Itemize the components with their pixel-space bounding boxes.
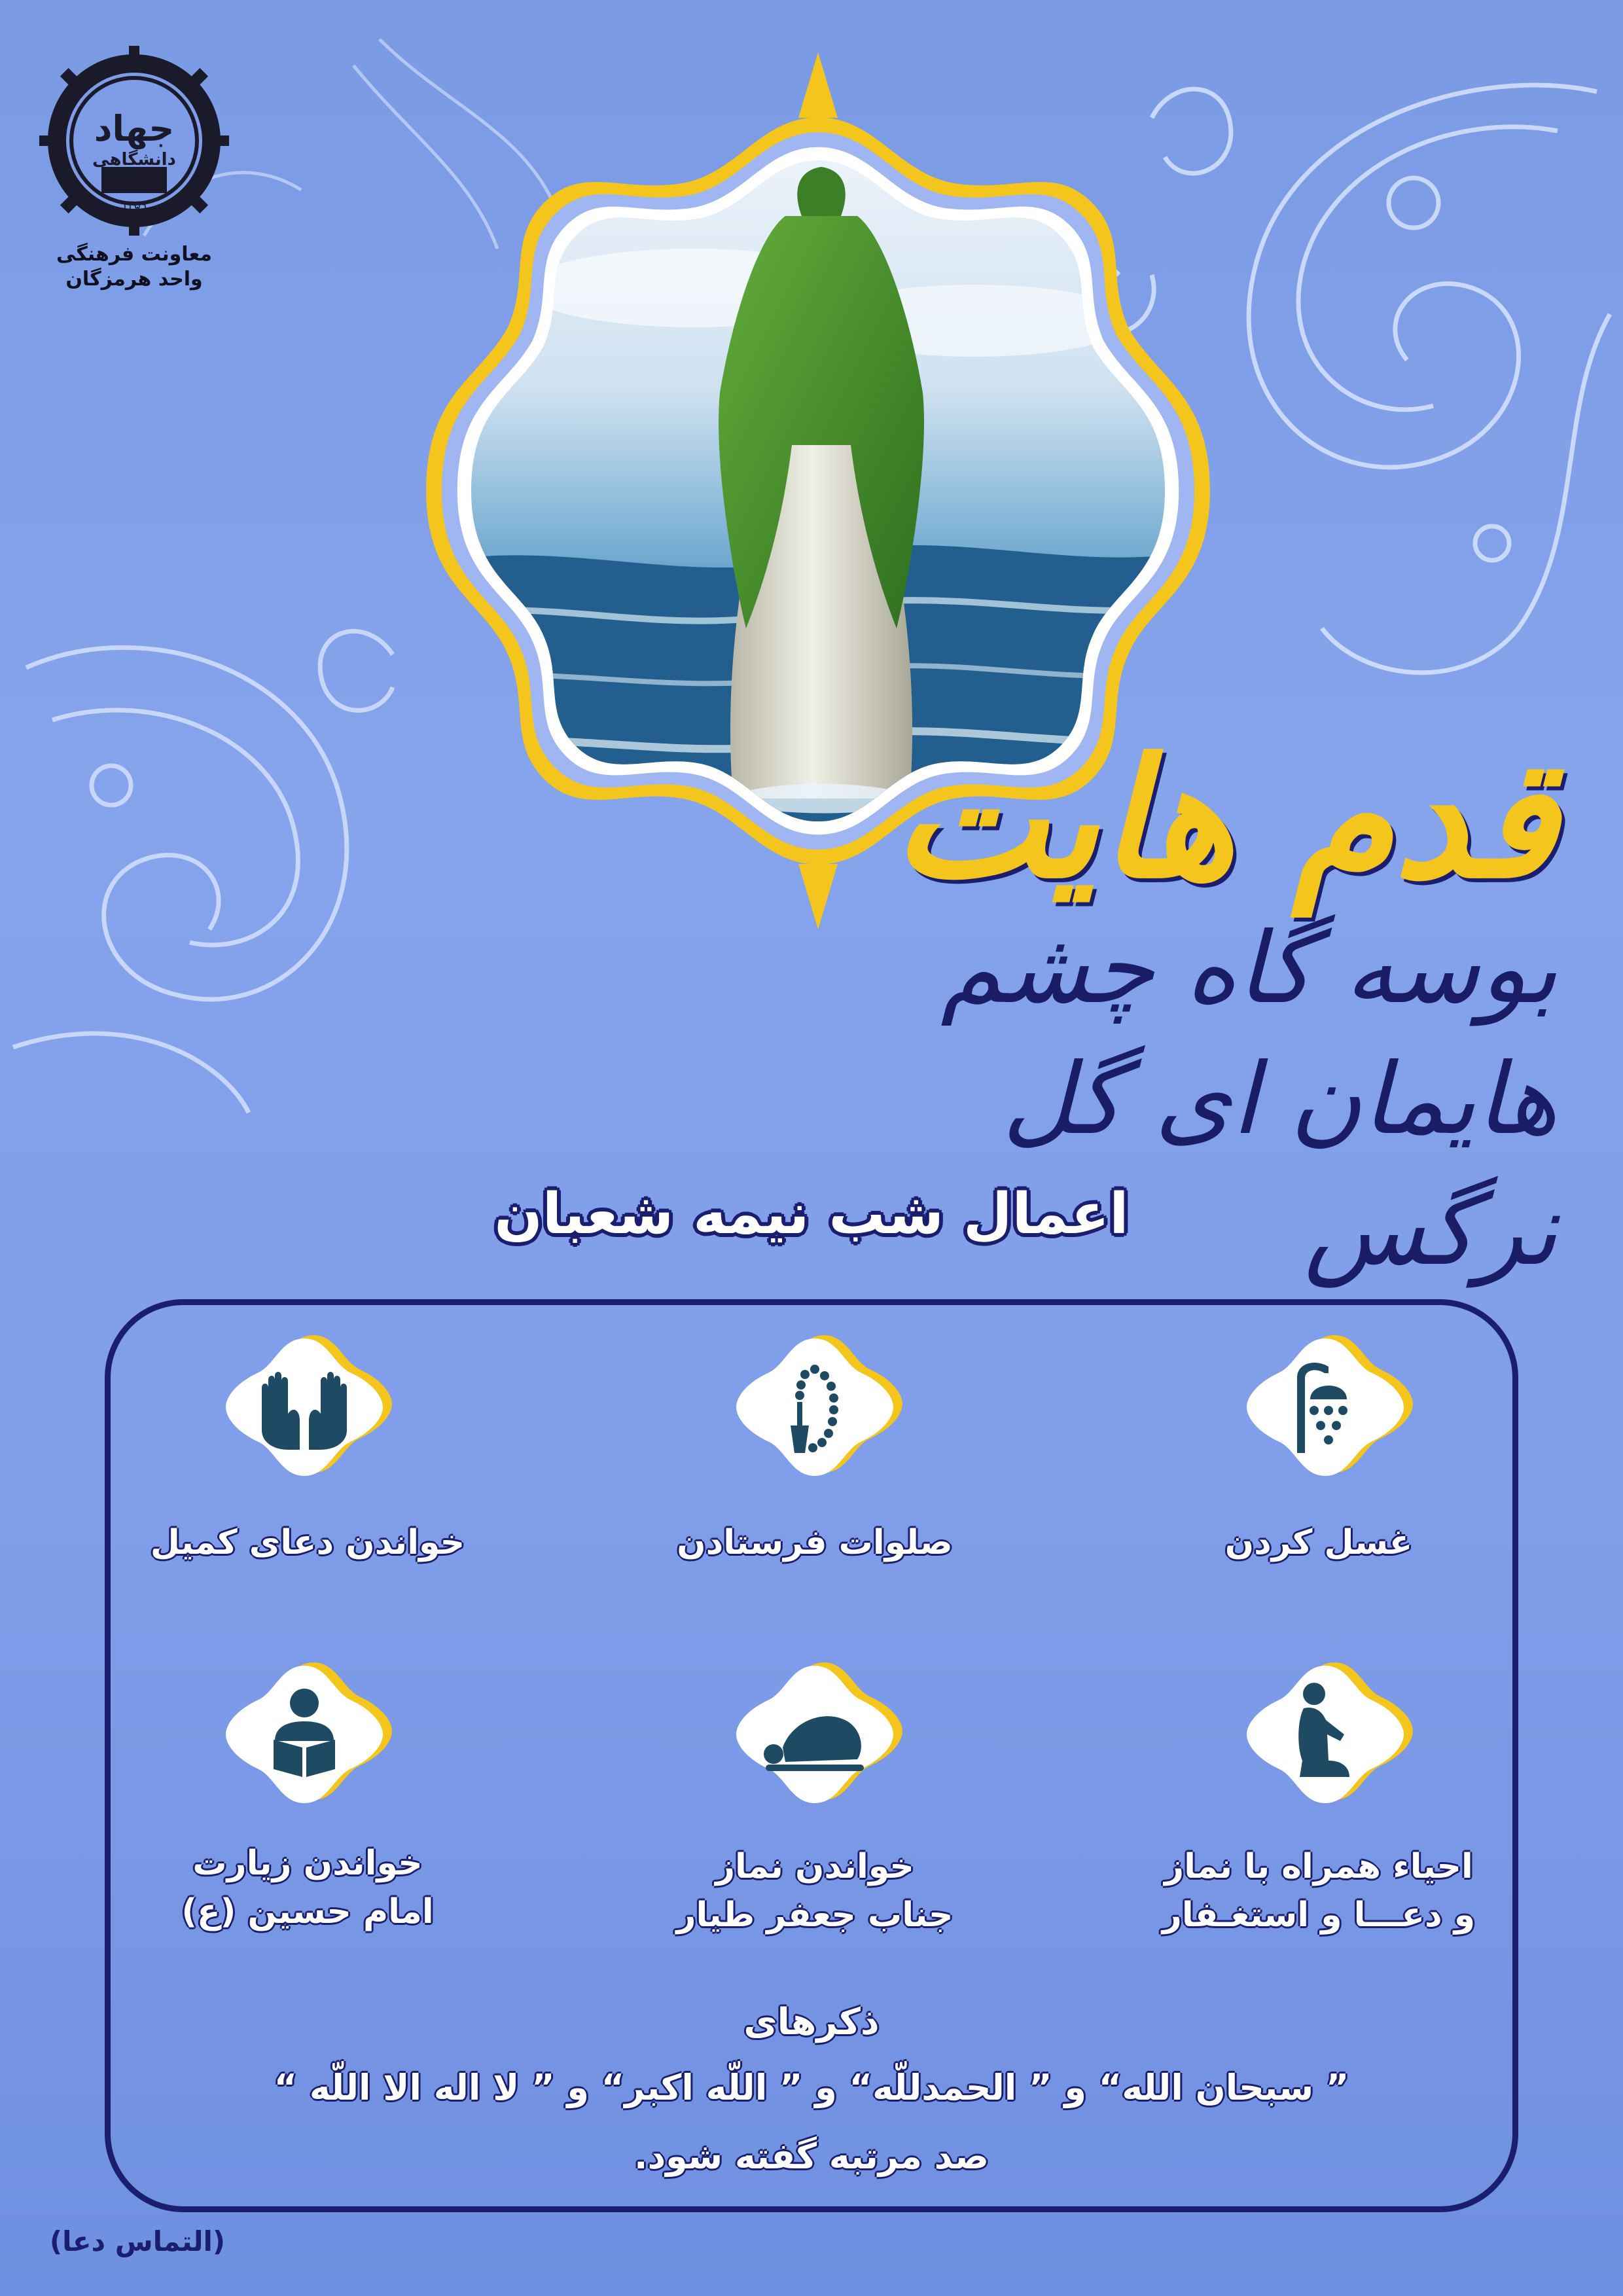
deed-label-ihya: [1116, 1842, 1522, 1939]
deed-label-salawat: صلوات فرستادن: [677, 1523, 953, 1562]
deed-badge-ghusl: [1237, 1316, 1414, 1492]
deed-label-ihya-line1: احیاء همراه با نماز: [1164, 1847, 1473, 1886]
deed-badge-jafar-tayyar: [726, 1643, 903, 1820]
deed-badge-salawat: [726, 1316, 903, 1492]
calligraphy-title: قدم هایت: [893, 722, 1558, 914]
deed-label-ziyarat-line2: امام حسین (ع): [181, 1892, 434, 1931]
page-title: اعمال شب نیمه شعبان: [494, 1181, 1129, 1247]
logo-org-line1: معاونت فرهنگی: [56, 243, 213, 266]
logo-org-line2: واحد هرمزگان: [65, 268, 203, 291]
deed-badge-kumayl: [216, 1316, 393, 1492]
dhikr-count: صد مرتبه گفته شود.: [633, 2136, 990, 2177]
deed-label-ziyarat-line1: خواندن زیارت: [192, 1844, 423, 1883]
deed-label-jafar-line2: جناب جعفر طیار: [676, 1895, 954, 1935]
deed-label-ghusl: غسل کردن: [1224, 1523, 1413, 1562]
deed-badge-ziyarat: [216, 1643, 393, 1820]
dhikr-title: ذکرهای: [743, 2001, 880, 2043]
logo-subtitle: دانشگاهی: [92, 150, 176, 170]
logo-org-text: [39, 242, 229, 292]
footer-note: (التماس دعا): [49, 2225, 226, 2257]
deed-label-ziyarat: [105, 1839, 510, 1936]
deed-label-jafar-line1: خواندن نماز: [715, 1847, 914, 1886]
deed-label-kumayl: خواندن دعای کمیل: [150, 1523, 465, 1562]
deed-label-jafar-tayyar: [612, 1842, 1018, 1939]
deed-badge-ihya: [1237, 1643, 1414, 1820]
jahad-daneshgahi-logo: [39, 46, 229, 295]
dhikr-text: ” سبحان الله“ و ” الحمدللّه“ و ” اللّه اکبر“ و ” لا اله الا اللّه “: [274, 2067, 1349, 2108]
logo-name: جهاد: [94, 108, 175, 149]
deed-label-ihya-line2: و دعـــا و استغـفار: [1162, 1895, 1476, 1935]
calligraphy-subtitle: بوسه گاه چشم هایمان ای گل نرگس: [940, 912, 1558, 1287]
logo-year: ۱۳۵۹: [121, 198, 147, 212]
